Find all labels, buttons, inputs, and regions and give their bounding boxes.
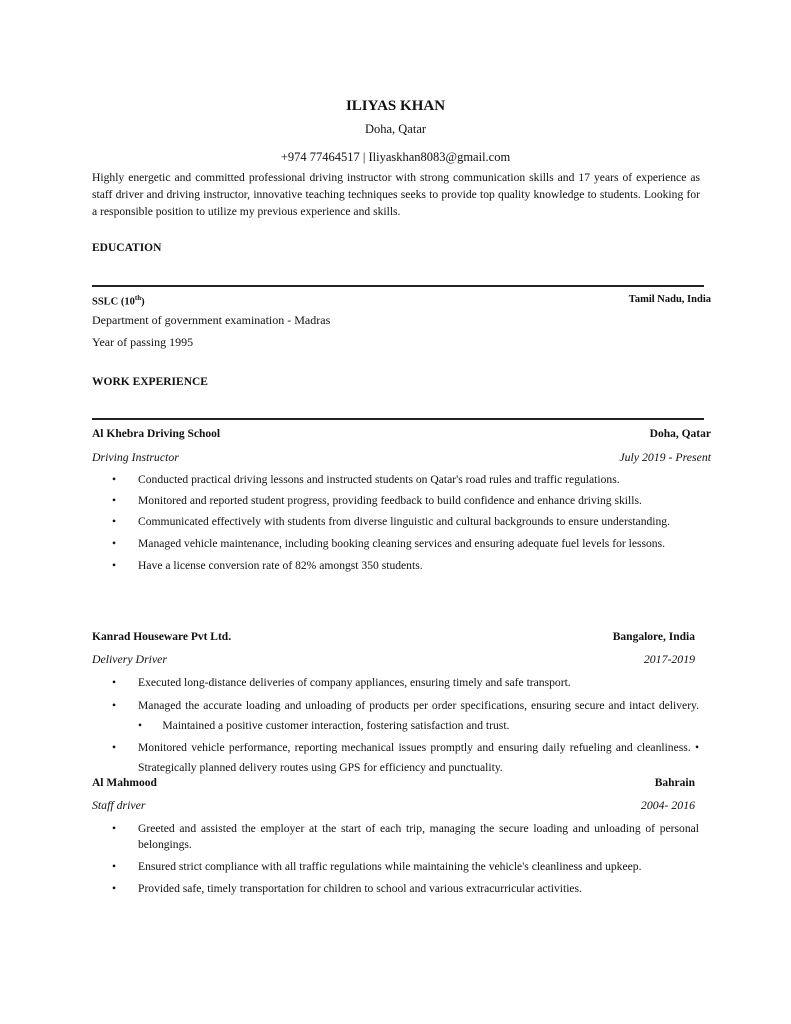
education-degree: SSLC (10th) <box>92 294 145 308</box>
list-item: • Monitored and reported student progress, providing feedback to build confidence and enhance driving skills. <box>112 494 642 507</box>
job-dates: July 2019 - Present <box>619 450 711 464</box>
job-company: Al Mahmood <box>92 777 157 789</box>
contact-info: +974 77464517 | Iliyaskhan8083@gmail.com <box>280 150 511 164</box>
education-divider <box>92 285 704 287</box>
list-item: • Executed long-distance deliveries of company appliances, ensuring timely and safe transport. <box>112 676 571 689</box>
candidate-name: ILIYAS KHAN <box>345 98 446 114</box>
job-dates: 2004- 2016 <box>640 798 695 812</box>
job-location: Bahrain <box>654 777 695 789</box>
education-heading: EDUCATION <box>92 242 162 254</box>
job-bullets <box>112 821 699 897</box>
list-item: • Ensured strict compliance with all traffic regulations while maintaining the vehicle's cleanliness and upkeep. <box>112 860 642 873</box>
list-item: • Communicated effectively with students from diverse linguistic and cultural backgrounds to ensure understanding. <box>112 515 671 528</box>
education-board: Department of government examination - Madras <box>92 313 331 327</box>
list-item: • Greeted and assisted the employer at the start of each trip, managing the secure loading and unloading of personal belongings. <box>112 822 699 851</box>
work-heading: WORK EXPERIENCE <box>92 376 208 388</box>
job-company: Kanrad Houseware Pvt Ltd. <box>92 631 232 643</box>
list-item: • Managed the accurate loading and unloading of products per order specifications, ensuring secure and intact delivery. • Maintained a positive customer interaction, fostering satisfaction and trust. <box>112 699 699 732</box>
job-company: Al Khebra Driving School <box>92 428 221 440</box>
job-bullets <box>112 472 699 574</box>
job-dates: 2017-2019 <box>643 652 695 666</box>
job-location: Bangalore, India <box>612 631 695 643</box>
list-item: • Monitored vehicle performance, reporting mechanical issues promptly and ensuring daily refueling and cleanliness. • Strategically planned delivery routes using GPS for efficiency and punctuality. <box>112 741 699 774</box>
job-title: Delivery Driver <box>92 652 168 666</box>
list-item: • Provided safe, timely transportation for children to school and various extracurricular activities. <box>112 882 582 895</box>
summary-paragraph: Highly energetic and committed professional driving instructor with strong communication skills and 17 years of experience as staff driver and driving instructor, innovative teaching techniques seeks to provide top quality knowledge to students. Looking for a responsible position to utilize my previous experience and skills. <box>92 171 700 218</box>
list-item: • Managed vehicle maintenance, including booking cleaning services and ensuring adequate fuel levels for lessons. <box>112 537 666 550</box>
job-title: Staff driver <box>92 798 146 812</box>
list-item: • Have a license conversion rate of 82% amongst 350 students. <box>112 559 423 572</box>
job-bullets <box>112 675 699 778</box>
job-location: Doha, Qatar <box>649 428 711 440</box>
work-divider <box>92 418 704 420</box>
job-title: Driving Instructor <box>92 450 179 464</box>
list-item: • Conducted practical driving lessons and instructed students on Qatar's road rules and traffic regulations. <box>112 473 620 486</box>
education-location: Tamil Nadu, India <box>628 294 711 305</box>
candidate-location: Doha, Qatar <box>364 122 427 136</box>
education-year: Year of passing 1995 <box>92 335 194 349</box>
